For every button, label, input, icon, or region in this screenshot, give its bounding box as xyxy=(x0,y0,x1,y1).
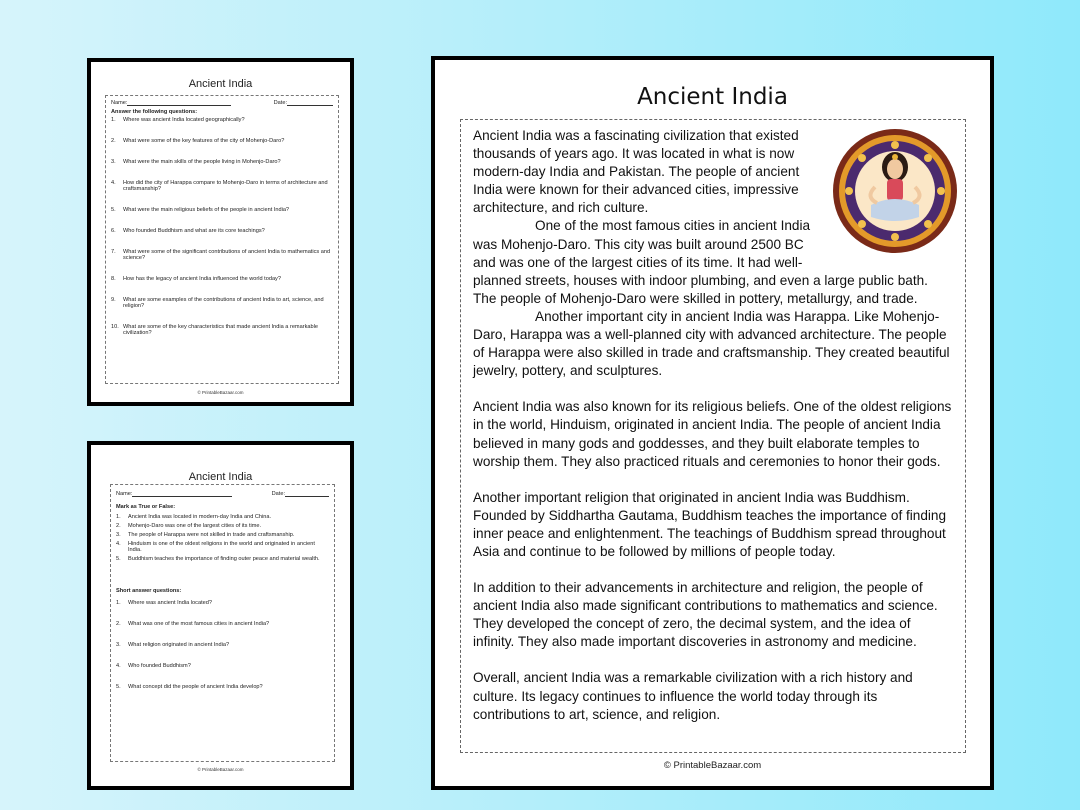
sa-item xyxy=(116,600,329,606)
date-label: Date: xyxy=(273,100,287,106)
question-item-number: 8. xyxy=(111,276,116,282)
question-item xyxy=(111,249,333,261)
sa-item-text: What concept did the people of ancient India develop? xyxy=(128,684,263,690)
question-item-text: What were some of the significant contributions of ancient India to mathematics and science? xyxy=(123,249,331,261)
question-item-number: 5. xyxy=(111,207,116,213)
tf-heading: Mark as True or False: xyxy=(116,504,176,510)
question-item xyxy=(111,117,333,123)
question-item-text: What are some examples of the contributions of ancient India to art, science, and religion? xyxy=(123,297,324,309)
reading-passage-page xyxy=(431,56,994,790)
sa-item-number: 4. xyxy=(116,663,121,669)
worksheet-title: Ancient India xyxy=(188,78,253,90)
tf-item xyxy=(116,556,329,562)
question-item-text: How did the city of Harappa compare to Mohenjo-Daro in terms of architecture and craftsmanship? xyxy=(123,180,328,192)
question-item xyxy=(111,228,333,234)
question-item-text: Where was ancient India located geographically? xyxy=(123,117,245,123)
question-item xyxy=(111,180,333,192)
tf-item-number: 1. xyxy=(116,514,121,520)
tf-item xyxy=(116,523,329,529)
question-item xyxy=(111,207,333,213)
question-list xyxy=(111,117,333,336)
question-item-text: How has the legacy of ancient India influenced the world today? xyxy=(123,276,281,282)
section-heading: Answer the following questions: xyxy=(111,109,198,115)
sa-item xyxy=(116,621,329,627)
tf-item-text: The people of Harappa were not skilled in trade and craftsmanship. xyxy=(128,532,295,538)
page-title: Ancient India xyxy=(637,84,788,110)
tf-item-text: Hinduism is one of the oldest religions in the world and originated in ancient India. xyxy=(128,541,315,553)
question-item-number: 10. xyxy=(111,324,119,330)
question-item-text: Who founded Buddhism and what are its core teachings? xyxy=(123,228,265,234)
paragraph-2: One of the most famous cities in ancient India was Mohenjo-Daro. This city was built around 2500 BC and was one of the largest cities of its time. It had well-planned streets, houses with indoor plumbing, and even a large public bath. The people of Mohenjo-Daro were skilled in pottery, metallurgy, and trade. xyxy=(473,218,928,306)
sa-item-number: 5. xyxy=(116,684,121,690)
sa-item-text: What religion originated in ancient India? xyxy=(128,642,230,648)
question-item xyxy=(111,276,333,282)
question-item-text: What are some of the key characteristics that made ancient India a remarkable civilization? xyxy=(123,324,318,336)
tf-item xyxy=(116,514,329,520)
question-item-number: 4. xyxy=(111,180,116,186)
worksheet-footer: © PrintableBazaar.com xyxy=(197,390,244,395)
paragraph-4: Ancient India was also known for its religious beliefs. One of the oldest religions in the world, Hinduism, originated in ancient India. The people of ancient India believed in many gods and goddesses, and they built elaborate temples to worship them. They also practiced rituals and ceremonies to honor their gods. xyxy=(473,399,952,469)
question-item xyxy=(111,297,333,309)
paragraph-6: In addition to their advancements in architecture and religion, the people of ancient India also made significant contributions to mathematics and science. They developed the concept of zero, the decimal system, and the idea of infinity. They also made important discoveries in astronomy and medicine. xyxy=(473,580,938,650)
page-footer: © PrintableBazaar.com xyxy=(663,760,762,771)
paragraph-1: Ancient India was a fascinating civilization that existed thousands of years ago. It was located in what is now modern-day India and Pakistan. The people of ancient India were known for their advanced cities, impressive architecture, and rich culture. xyxy=(473,128,800,216)
short-answer-list xyxy=(116,600,329,690)
paragraph-7: Overall, ancient India was a remarkable civilization with a rich history and culture. Its legacy continues to influence the world today through its contributions to art, science, and religion. xyxy=(473,670,913,722)
question-item xyxy=(111,324,333,336)
tf-item-text: Ancient India was located in modern-day India and China. xyxy=(128,514,272,520)
worksheet-footer: © PrintableBazaar.com xyxy=(197,767,244,772)
true-false-list xyxy=(116,514,329,562)
tf-item-text: Mohenjo-Daro was one of the largest cities of its time. xyxy=(128,523,262,529)
name-date-row xyxy=(116,491,329,497)
question-item xyxy=(111,138,333,144)
question-item-number: 7. xyxy=(111,249,116,255)
question-item-text: What were the main skills of the people living in Mohenjo-Daro? xyxy=(123,159,281,165)
tf-item xyxy=(116,532,329,538)
passage-box xyxy=(460,119,966,753)
sa-heading: Short answer questions: xyxy=(116,588,182,594)
sa-item-number: 2. xyxy=(116,621,121,627)
questions-worksheet-preview xyxy=(87,58,354,406)
sa-item-number: 1. xyxy=(116,600,121,606)
true-false-worksheet-preview xyxy=(87,441,354,790)
passage-text xyxy=(473,127,953,724)
question-item-number: 9. xyxy=(111,297,116,303)
sa-item-number: 3. xyxy=(116,642,121,648)
paragraph-3: Another important city in ancient India was Harappa. Like Mohenjo-Daro, Harappa was a well-planned city with advanced architecture. The people of Harappa were also skilled in trade and craftsmanship. They created beautiful jewelry, pottery, and sculptures. xyxy=(473,308,950,379)
sa-item-text: Where was ancient India located? xyxy=(128,600,212,606)
sa-item xyxy=(116,663,329,669)
name-label: Name: xyxy=(116,491,133,497)
question-item-text: What were the main religious beliefs of the people in ancient India? xyxy=(123,207,290,213)
question-item-number: 1. xyxy=(111,117,116,123)
name-date-row xyxy=(111,100,333,106)
worksheet-content-box xyxy=(110,484,335,762)
name-label: Name: xyxy=(111,100,128,106)
tf-item-number: 4. xyxy=(116,541,121,547)
tf-item-number: 2. xyxy=(116,523,121,529)
date-label: Date: xyxy=(271,491,285,497)
worksheet-content-box xyxy=(105,95,339,384)
question-item-text: What were some of the key features of the city of Mohenjo-Daro? xyxy=(123,138,285,144)
sa-item-text: What was one of the most famous cities in ancient India? xyxy=(128,621,270,627)
question-item xyxy=(111,159,333,165)
paragraph-5: Another important religion that originated in ancient India was Buddhism. Founded by Siddhartha Gautama, Buddhism teaches the importance of finding inner peace and enlightenment. The teachings of Buddhism spread throughout Asia and continue to be followed by millions of people today. xyxy=(473,489,947,559)
mandala-goddess-illustration-icon xyxy=(831,127,959,255)
tf-item xyxy=(116,541,329,553)
sa-item-text: Who founded Buddhism? xyxy=(128,663,191,669)
tf-item-text: Buddhism teaches the importance of finding outer peace and material wealth. xyxy=(128,556,320,562)
question-item-number: 6. xyxy=(111,228,116,234)
question-item-number: 3. xyxy=(111,159,116,165)
worksheet-title: Ancient India xyxy=(188,471,253,483)
tf-item-number: 3. xyxy=(116,532,121,538)
sa-item xyxy=(116,684,329,690)
tf-item-number: 5. xyxy=(116,556,121,562)
sa-item xyxy=(116,642,329,648)
question-item-number: 2. xyxy=(111,138,116,144)
